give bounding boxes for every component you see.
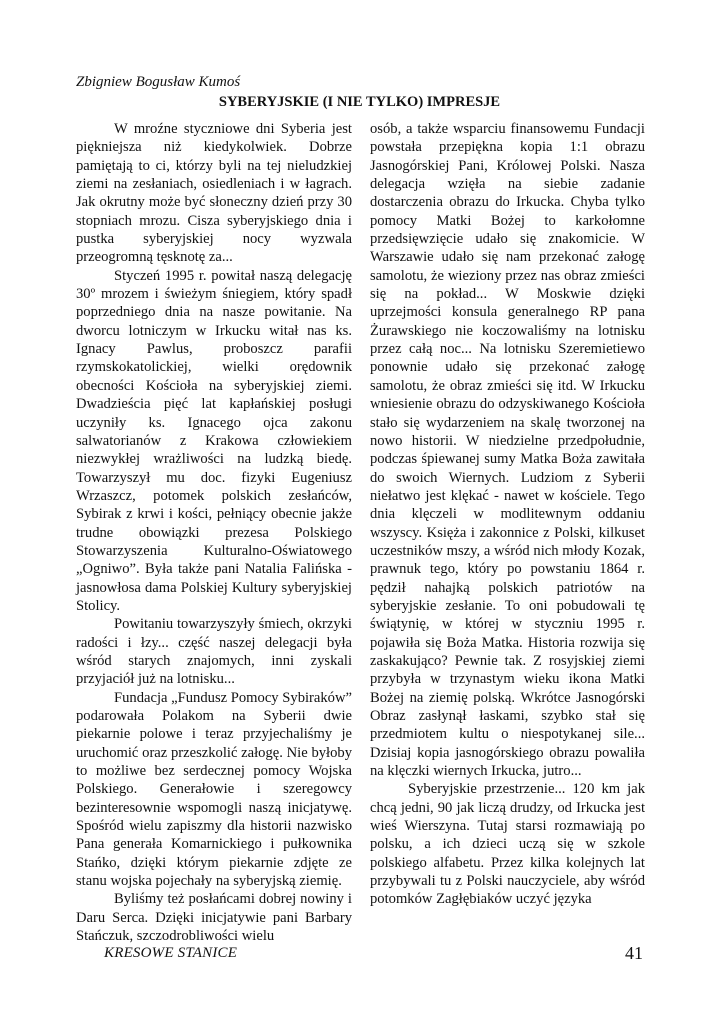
paragraph-2: Styczeń 1995 r. powitał naszą delegację 30º mrozem i świeżym śniegiem, który spadł poprzedniego dnia na nasze powitanie. Na dworcu lotniczym w Irkucku witał nas ks. Ignacy Pawlus, proboszcz parafii rzymskokatolickiej, wielki orędownik obecności Kościoła na syberyjskiej ziemi. Dwadzieścia pięć lat kapłańskiej posługi uczyniły ks. Ignacego ojca zakonu salwatorianów z Krakowa człowiekiem niezwykłej wrażliwości na ludzką biedę. Towarzyszył mu doc. fizyki Eugeniusz Wrzaszcz, potomek polskich zesłańców, Sybirak z krwi i kości, pełniący obecnie jakże trudne obowiązki prezesa Polskiego Stowarzyszenia Kulturalno-Oświatowego „Ogniwo”. Była także pani Natalia Falińska - jasnowłosa dama Polskiej Kultury syberyjskiej Stolicy. xyxy=(76,267,352,614)
paragraph-5-continued: osób, a także wsparciu finansowemu Fundacji powstała przepiękna kopia 1:1 obrazu Jasnogórskiej Pani, Królowej Polski. Nasza delegacja wzięła na siebie zadanie dostarczenia obrazu do Irkucka. Chyba tylko pomocy Matki Bożej to karkołomne przedsięwzięcie udało się znakomicie. W Warszawie udało się nam przekonać załogę samolotu, że wieziony przez nas obraz zmieści się na pokład... W Moskwie dzięki uprzejmości konsula generalnego RP pana Żurawskiego nie koczowaliśmy na lotnisku przez całą noc... Na lotnisku Szeremietiewo ponownie udało się przekonać załogę samolotu, że obraz zmieści się itd. W Irkucku wniesienie obrazu do odzyskiwanego Kościoła stało się wydarzeniem na skalę tworzonej na nowo historii. W niedzielne przedpołudnie, podczas śpiewanej sumy Matka Boża zawitała do swoich Wiernych. Ludziom z Syberii niełatwo jest klękać - nawet w kościele. Tego dnia klęczeli w modlitewnym oddaniu wszyscy. Księża i zakonnice z Polski, kilkuset uczestników mszy, a wśród nich młody Kozak, prawnuk tego, który po powstaniu 1864 r. pędził nahajką polskich patriotów na syberyjskie zesłanie. To oni pobudowali tę świątynię, w której w styczniu 1995 r. pojawiła się Boża Matka. Historia rozwija się zaskakująco? Pewnie tak. Z rosyjskiej ziemi przybyła w trzynastym wieku ikona Matki Bożej na ziemię polską. Wkrótce Jasnogórski Obraz zasłynął łaskami, szybko stał się przedmiotem kultu o niespotykanej sile... Dzisiaj kopia jasnogórskiego obrazu powaliła na klęczki wiernych Irkucka, jutro... xyxy=(370,121,645,780)
paragraph-3: Powitaniu towarzyszyły śmiech, okrzyki radości i łzy... część naszej delegacji była wśród starych znajomych, inni zyskali przyjaciół już na lotnisku... xyxy=(76,616,352,688)
article-title: SYBERYJSKIE (I NIE TYLKO) IMPRESJE xyxy=(218,94,501,110)
journal-name: KRESOWE STANICE xyxy=(104,945,238,961)
page-number: 41 xyxy=(625,943,643,963)
article-author: Zbigniew Bogusław Kumoś xyxy=(76,74,241,90)
paragraph-1: W mroźne styczniowe dni Syberia jest piękniejsza niż kiedykolwiek. Dobrze pamiętają to ci, którzy byli na tej nieludzkiej ziemi na zesłaniach, osiedleniach i w łagrach. Jak okrutny może być słoneczny dzień przy 30 stopniach mrozu. Cisza syberyjskiego dnia i pustka syberyjskiej nocy wyzwala przeogromną tęsknotę za... xyxy=(76,121,352,266)
right-column xyxy=(370,120,645,909)
paragraph-6: Syberyjskie przestrzenie... 120 km jak chcą jedni, 90 jak liczą drudzy, od Irkucka jest wieś Wierszyna. Tutaj starsi rozmawiają po polsku, a ich dzieci uczą się w szkole polskiego alfabetu. Przez kilka kolejnych lat przybywali tu z Polski nauczyciele, aby wśród potomków Zagłębiaków uczyć języka xyxy=(370,781,645,908)
left-column xyxy=(76,120,352,945)
paragraph-4: Fundacja „Fundusz Pomocy Sybiraków” podarowała Polakom na Syberii dwie piekarnie polowe i teraz przyjechaliśmy je uruchomić oraz przeszkolić załogę. Nie byłoby to możliwe bez serdecznej pomocy Wojska Polskiego. Generałowie i szeregowcy bezinteresownie wspomogli naszą inicjatywę. Spośród wielu zapiszmy dla historii nazwisko Pana generała Komarnickiego i pułkownika Stańko, dzięki którym piekarnie zdjęte ze stanu wojska pojechały na syberyjską ziemię. xyxy=(76,689,352,890)
paragraph-5: Byliśmy też posłańcami dobrej nowiny i Daru Serca. Dzięki inicjatywie pani Barbary Stańczuk, szczodrobliwości wielu xyxy=(76,891,352,945)
